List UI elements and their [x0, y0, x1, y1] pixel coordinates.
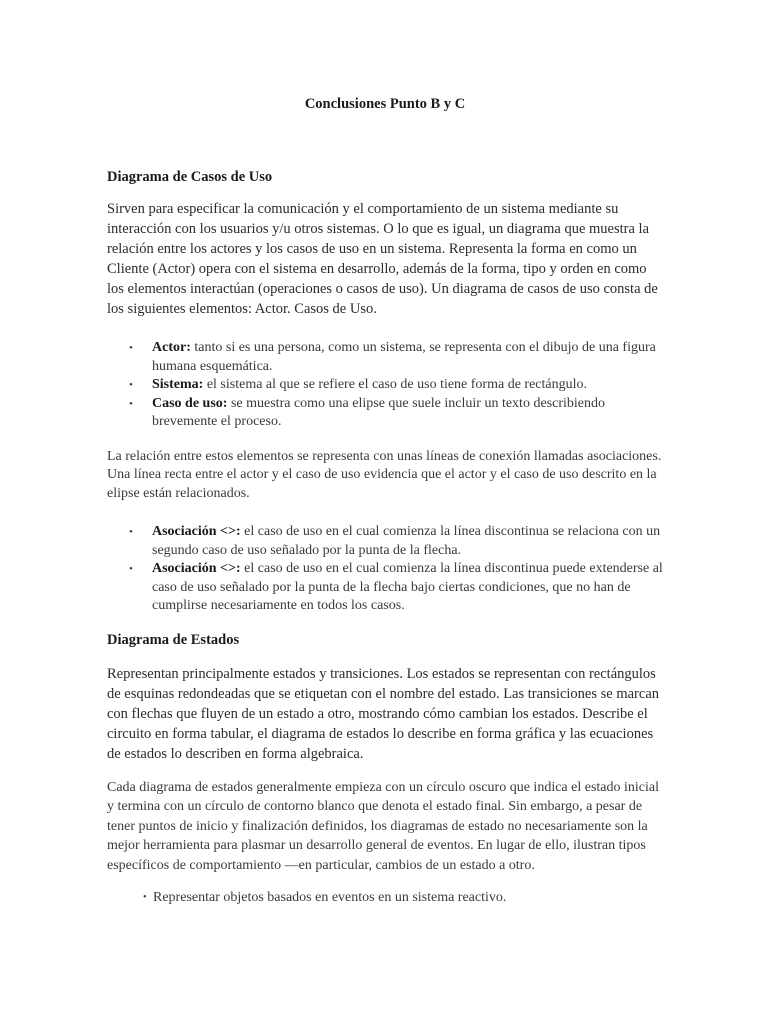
term-description: el caso de uso en el cual comienza la línea discontinua se relaciona con un segundo caso de uso señalado por la punta de la flecha. — [152, 524, 661, 558]
list-item-association-extend — [107, 560, 663, 616]
term-label: Actor: — [152, 340, 191, 355]
document-title: Conclusiones Punto B y C — [304, 96, 466, 112]
bullet-icon: • — [143, 892, 147, 903]
estados-paragraph-1: Representan principalmente estados y transiciones. Los estados se representan con rectángulos de esquinas redondeadas que se etiquetan con el nombre del estado. Las transiciones se marcan con flechas que fluyen de un estado a otro, mostrando cómo cambian los estados. Describe el circuito en forma tabular, el diagrama de estados lo describe en forma gráfica y las ecuaciones de estados lo describen en forma algebraica. — [107, 665, 660, 762]
term-label: Asociación <>: — [152, 524, 241, 539]
relation-paragraph: La relación entre estos elementos se representa con unas líneas de conexión llamadas asociaciones. Una línea recta entre el actor y el caso de uso evidencia que el actor y el caso de uso descrito en la elipse están relacionados. — [107, 448, 662, 501]
term-label: Asociación <>: — [152, 561, 241, 576]
bullet-icon: • — [129, 526, 133, 538]
elements-bullet-list — [107, 339, 663, 432]
document-page — [107, 96, 663, 908]
list-item-sistema — [107, 376, 663, 395]
term-label: Sistema: — [152, 377, 204, 392]
term-description: el sistema al que se refiere el caso de uso tiene forma de rectángulo. — [203, 377, 587, 392]
bullet-icon: • — [129, 342, 133, 354]
list-item-actor — [107, 339, 663, 376]
bullet-icon: • — [129, 563, 133, 575]
use-item-text: Representar objetos basados en eventos en un sistema reactivo. — [153, 890, 507, 905]
bullet-icon: • — [129, 397, 133, 410]
term-description: tanto si es una persona, como un sistema, se representa con el dibujo de una figura humana esquemática. — [152, 340, 656, 374]
section-heading-casos-de-uso: Diagrama de Casos de Uso — [107, 169, 273, 185]
estados-paragraph-2: Cada diagrama de estados generalmente empieza con un círculo oscuro que indica el estado inicial y termina con un círculo de contorno blanco que denota el estado final. Sin embargo, a pesar de tener puntos de inicio y finalización definidos, los diagramas de estado no necesariamente son la mejor herramienta para plasmar un desarrollo general de eventos. En lugar de ello, ilustran tipos específicos de comportamiento —en particular, cambios de un estado a otro. — [107, 779, 659, 873]
associations-bullet-list — [107, 523, 663, 616]
bullet-icon: • — [129, 379, 133, 391]
term-label: Caso de uso: — [152, 395, 228, 411]
term-description: se muestra como una elipse que suele incluir un texto describiendo brevemente el proceso. — [152, 395, 605, 429]
list-item-caso-de-uso — [107, 395, 663, 432]
casos-de-uso-intro-paragraph: Sirven para especificar la comunicación y el comportamiento de un sistema mediante su interacción con los usuarios y/u otros sistemas. O lo que es igual, un diagrama que muestra la relación entre los actores y los casos de uso en un sistema. Representa la forma en como un Cliente (Actor) opera con el sistema en desarrollo, además de la forma, tipo y orden en como los elementos interactúan (operaciones o casos de uso). Un diagrama de casos de uso consta de los siguientes elementos: Actor. Casos de Uso. — [107, 201, 658, 317]
list-item-association-include — [107, 523, 663, 560]
list-item-reactive-system — [107, 889, 663, 908]
section-heading-estados: Diagrama de Estados — [107, 631, 240, 648]
term-description: el caso de uso en el cual comienza la línea discontinua puede extenderse al caso de uso señalado por la punta de la flecha bajo ciertas condiciones, que no han de cumplirse necesariamente en todos los casos. — [152, 561, 663, 613]
